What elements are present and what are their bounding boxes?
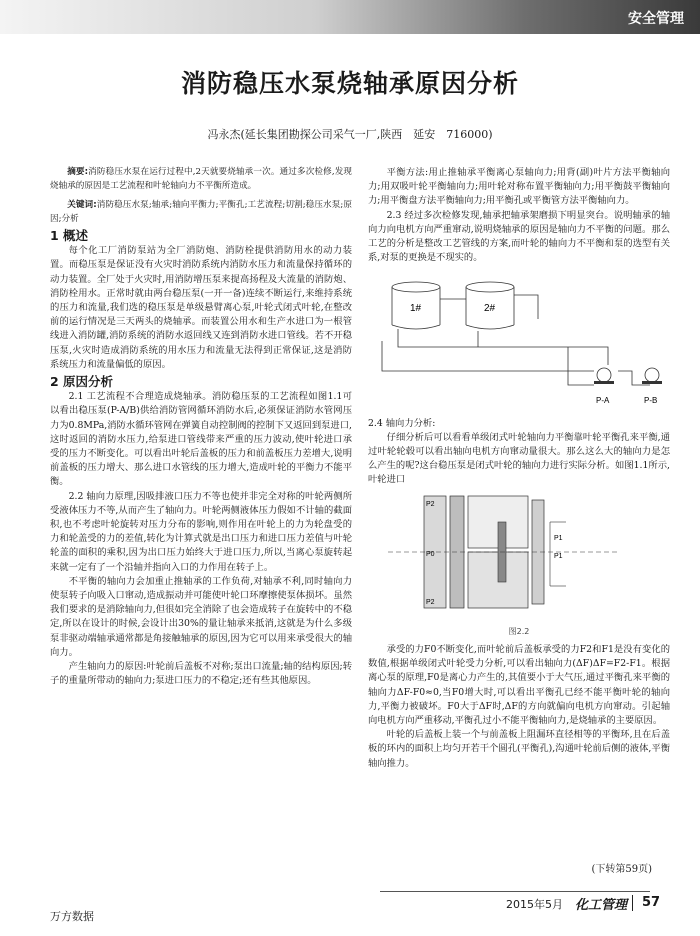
force-analysis-paragraph: 承受的力F0不断变化,而叶轮前后盖板承受的力F2和F1是没有变化的数值,根据单级闭式叶轮受力分析,可以看出轴向力(ΔF)ΔF=F2-F1。根据离心泵的原理,F0是离心力产生的,其值要小于大气压,通过平衡孔来平衡的轴向力ΔF-F0≈0,当F0增大时,可以看出平衡孔已经不能平衡叶轮的轴向力,平衡力被破坏。F0大于ΔF时,ΔF的方向就偏向电机方向窜动。引起轴向电机方向严重移动,平衡孔过小不能平衡轴向力,是烧轴承的主要原因。 — [368, 644, 670, 727]
section-1-heading: 1 概述 — [50, 228, 89, 243]
article-title: 消防稳压水泵烧轴承原因分析 — [180, 69, 519, 98]
keywords-text: 消防稳压水泵;轴承;轴向平衡力;平衡孔;工艺流程;切割;稳压水泵;原因;分析 — [50, 200, 352, 224]
section-2-2-continued: 不平衡的轴向力会加重止推轴承的工作负荷,对轴承不利,同时轴向力使泵转子向吸入口窜动,造成振动并可能使叶轮口环摩擦使泵体损坏。虽然我们要求的是消除轴向力,但很如完全消除了也会造成转子在旋转中的不稳定,所以在设计的时候,会设计出30%的量让轴承来抵消,这就是为什么多级泵非驱动端轴承通常都是角接触轴承的原因,因为它可以用来承受很大的轴向力。 — [50, 575, 352, 658]
figure-2-caption: 图2.2 — [508, 626, 530, 636]
tank-1-label: 1# — [410, 303, 422, 315]
axial-force-causes: 产生轴向力的原因:叶轮前后盖板不对称;泵出口流量;轴的结构原因;转子的重量所带动的轴向力;泵进口压力的不稳定;还有些其他原因。 — [50, 661, 352, 687]
footer-date: 2015年5月 — [506, 898, 563, 911]
fig2-label-p1-b: P1 — [554, 552, 563, 560]
tank-2-label: 2# — [484, 303, 496, 315]
footer-rule — [380, 891, 650, 892]
pump-b-label: P-B — [644, 396, 658, 406]
watermark: 万方数据 — [50, 910, 94, 923]
fig2-label-p1-a: P1 — [554, 534, 563, 542]
right-column — [368, 166, 670, 771]
flowchart-svg — [368, 269, 670, 407]
abstract — [50, 166, 352, 193]
balance-methods: 平衡方法:用止推轴承平衡离心泵轴向力;用背(副)叶片方法平衡轴向力;用双吸叶轮平衡轴向力;用叶轮对称布置平衡轴向力;用平衡鼓平衡轴向力;用平衡盘方法平衡轴向力;用平衡孔或平衡管方法平衡轴向力。 — [368, 167, 670, 207]
fig2-label-p0: P0 — [426, 550, 435, 558]
fig2-label-p2-top: P2 — [426, 500, 435, 508]
abstract-text: 消防稳压水泵在运行过程中,2天就要烧轴承一次。通过多次检修,发现烧轴承的原因是工艺流程和叶轮轴向力不平衡所造成。 — [50, 167, 353, 191]
figure-1-flowchart — [368, 269, 670, 412]
author-line: 冯永杰(延长集团勘探公司采气一厂,陕西 延安 716000) — [207, 128, 493, 141]
pump-a-label: P-A — [596, 396, 610, 406]
page-number: 57 — [642, 895, 661, 910]
left-column — [50, 166, 352, 689]
fig2-label-p2-bottom: P2 — [426, 598, 435, 606]
keywords-label: 关键词: — [67, 200, 97, 210]
section-2-heading: 2 原因分析 — [50, 374, 114, 390]
pump-a-symbol — [597, 368, 611, 382]
section-2-4-paragraph: 仔细分析后可以看看单级闭式叶轮轴向力平衡靠叶轮平衡孔来平衡,通过叶轮轮毂可以看出轴向电机方向窜动量很大。那么这么大的轴向力是怎么产生的呢?这台稳压泵是闭式叶轮的轴向力进行实际分析。如图1.1所示,叶轮进口 — [368, 431, 670, 486]
impeller-svg — [368, 492, 670, 620]
continued-note: (下转第59页) — [591, 864, 652, 875]
balance-ring-paragraph: 叶轮的后盖板上装一个与前盖板上阻漏环直径相等的平衡环,且在后盖板的环内的面积上均匀开若干个圆孔(平衡孔),沟通叶轮前后侧的液体,平衡轴向推力。 — [368, 729, 670, 769]
footer-magazine: 化工管理 — [575, 898, 628, 913]
section-2-1-paragraph: 2.1 工艺流程不合理造成烧轴承。消防稳压泵的工艺流程如图1.1可以看出稳压泵(P-A/B)供给消防管网循环消防水后,必须保证消防水管网压力为0.8MPa,消防水循环管网在弹簧自动控制阀的控制下又返回到泵进口,这时返回的消防水压力,给泵进口管线带来严重的压力波动,使叶轮进口承受的压力不断变化。可以看出叶轮后盖板的压力和前盖板压力差增大,说明前盖板的压力增大、那么进口水管线的压力增大,造成叶轮的平衡力不能平衡。 — [50, 391, 352, 488]
header-band — [0, 0, 700, 34]
section-tag: 安全管理 — [628, 11, 684, 27]
keywords — [50, 199, 352, 226]
section-2-4-heading: 2.4 轴向力分析: — [368, 417, 436, 429]
section-1-paragraph: 每个化工厂消防泵站为全厂消防炮、消防栓提供消防用水的动力装置。而稳压泵是保证没有火灾时消防系统内消防水压力和流量保持循环的动力装置。全厂处于火灾时,用消防增压泵来提高扬程及大流量的消防炮、消防栓用水。正常时就由两台稳压泵(一开一备)连续不断运行,来维持系统的压力和流量,我们选的稳压泵是单级悬臂离心泵,叶轮式闭式叶轮,在整改前的运行情况是三天两头的烧轴承。而装置公用水和生产水进口为一根管线进入消防罐,消防系统的消防水返回线又连到消防水进口管线。若不开稳压泵,火灾时造成消防系统的用水压力和流量无法得到正常保证,这是消防系统压力和流量偏低的原因。 — [50, 245, 352, 370]
section-2-3-paragraph: 2.3 经过多次检修发现,轴承把轴承架磨损下明显突台。说明轴承的轴向力向电机方向严重窜动,说明烧轴承的原因是轴向力不平衡的问题。那么工艺的分析是整改工艺管线的方案,而叶轮的轴向力不平衡和泵的选型有关系,对泵的更换是不现实的。 — [368, 209, 670, 264]
abstract-label: 摘要: — [67, 167, 89, 177]
pump-b-symbol — [645, 368, 659, 382]
figure-2-impeller — [368, 492, 670, 639]
footer-separator — [632, 895, 633, 911]
section-2-2-paragraph: 2.2 轴向力原理,因吸排液口压力不等也使并非完全对称的叶轮两侧所受液体压力不等,从而产生了轴向力。叶轮两侧液体压力假如不计轴的截面积,也不考虑叶轮旋转对压力分布的影响,则作用在叶轮上的力为轮盘受的力和轮盖受的力的差值,转化为计算式就是出口压力和进口压力差值与叶轮轮盖的面积的乘积,因为出口压力始终大于进口压力,所以,当离心泵旋转起来就一定有了一个沿轴并指向入口的力作用在转子上。 — [50, 490, 352, 573]
